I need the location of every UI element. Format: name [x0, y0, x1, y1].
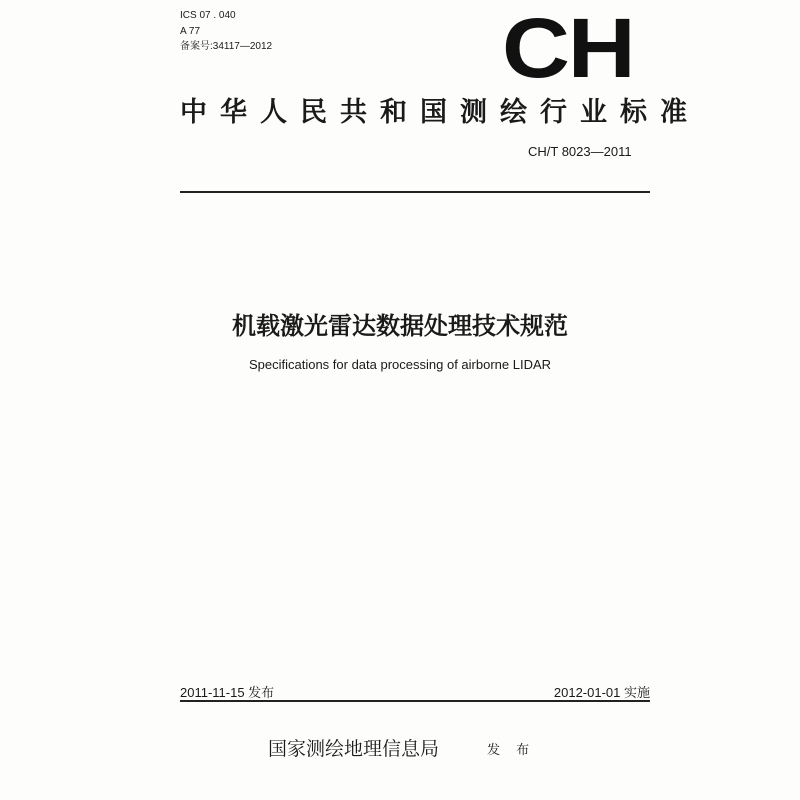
filing-number: 备案号:34117—2012 [180, 41, 273, 52]
ics-code: ICS 07 . 040 [180, 10, 236, 21]
publisher: 国家测绘地理信息局 [268, 738, 440, 760]
issue-date: 2011-11-15 发布 [180, 685, 275, 700]
document-title-cn: 机载激光雷达数据处理技术规范 [232, 312, 568, 340]
standard-code: CH/T 8023—2011 [528, 144, 632, 159]
top-divider [180, 191, 650, 193]
document-title-en: Specifications for data processing of airborne LIDAR [248, 357, 552, 372]
bottom-divider [180, 700, 650, 702]
standard-type: 中华人民共和国测绘行业标准 [180, 97, 700, 128]
publish-label: 发 布 [487, 743, 536, 758]
classification-code: A 77 [180, 26, 201, 37]
ch-logo: CH [502, 1, 634, 95]
effective-date: 2012-01-01 实施 [553, 685, 650, 700]
